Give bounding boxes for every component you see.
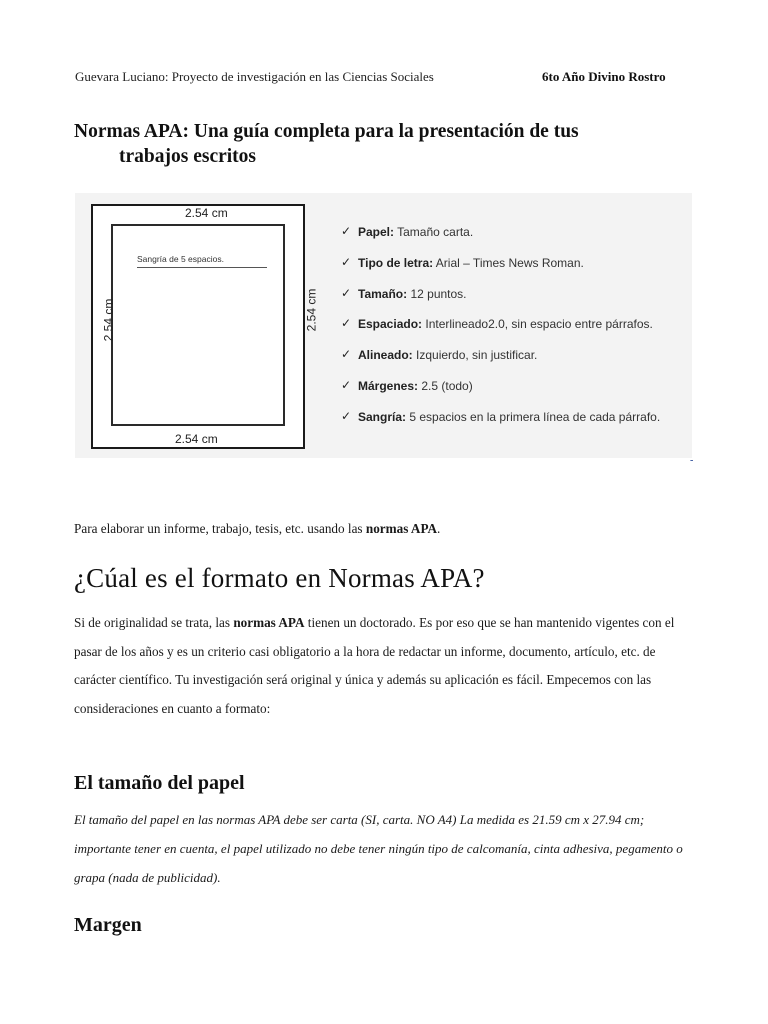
formato-paragraph: Si de originalidad se trata, las normas APA tienen un doctorado. Es por eso que se han mantenido vigentes con el pasar de los años y es un criterio casi obligatorio a la hora de redactar un informe, documento, artículo, etc. de carácter científico. Tu investigación será original y única y además su aplicación es fácil. Empecemos con las consideraciones en cuanto a formato: [74, 615, 675, 716]
checkmark-icon: ✓ [341, 316, 352, 331]
checkmark-icon: ✓ [341, 285, 352, 300]
section-heading-margen: Margen [74, 914, 142, 936]
checklist-item: ✓ Espaciado: Interlineado2.0, sin espacio entre párrafos. [341, 316, 653, 332]
margin-right-label: 2.54 cm [304, 288, 319, 332]
section-heading-formato: ¿Cúal es el formato en Normas APA? [74, 563, 485, 593]
header-course: 6to Año Divino Rostro [542, 69, 666, 84]
checkmark-icon: ✓ [341, 377, 352, 392]
checklist-item: ✓ Papel: Tamaño carta. [341, 224, 474, 239]
checklist-item: ✓ Sangría: 5 espacios en la primera línea de cada párrafo. [341, 408, 661, 424]
checklist-item: ✓ Tamaño: 12 puntos. [341, 285, 467, 301]
page-outline-diagram [91, 204, 305, 449]
apa-checklist [341, 224, 686, 440]
checklist-item: ✓ Tipo de letra: Arial – Times News Roman. [341, 254, 584, 270]
header-author-project: Guevara Luciano: Proyecto de investigación en las Ciencias Sociales [75, 69, 434, 84]
title-line-1: Normas APA: Una guía completa para la presentación de tus [74, 121, 579, 142]
margin-bottom-label: 2.54 cm [175, 432, 218, 446]
margin-top-label: 2.54 cm [185, 206, 228, 220]
checkmark-icon: ✓ [341, 408, 352, 423]
checklist-item: ✓ Márgenes: 2.5 (todo) [341, 377, 473, 393]
hyperlink-dash[interactable]: - [690, 455, 694, 466]
indent-note: Sangría de 5 espacios. [137, 254, 267, 268]
checkmark-icon: ✓ [341, 254, 352, 269]
checkmark-icon: ✓ [341, 347, 352, 362]
document-title [74, 119, 694, 169]
checklist-item: ✓ Alineado: Izquierdo, sin justificar. [341, 347, 538, 363]
intro-paragraph: Para elaborar un informe, trabajo, tesis, etc. usando las normas APA. [74, 521, 441, 536]
checkmark-icon: ✓ [341, 224, 352, 238]
section-heading-papel: El tamaño del papel [74, 772, 245, 794]
title-line-2: trabajos escritos [119, 146, 257, 167]
apa-format-figure [75, 193, 692, 458]
margin-left-label: 2.54 cm [101, 298, 116, 342]
papel-paragraph: El tamaño del papel en las normas APA debe ser carta (SI, carta. NO A4) La medida es 21.59 cm x 27.94 cm; importante tener en cuenta, el papel utilizado no debe tener ningún tipo de calcomanía, cinta adhesiva, pegamento o grapa (nada de publicidad). [74, 812, 683, 885]
